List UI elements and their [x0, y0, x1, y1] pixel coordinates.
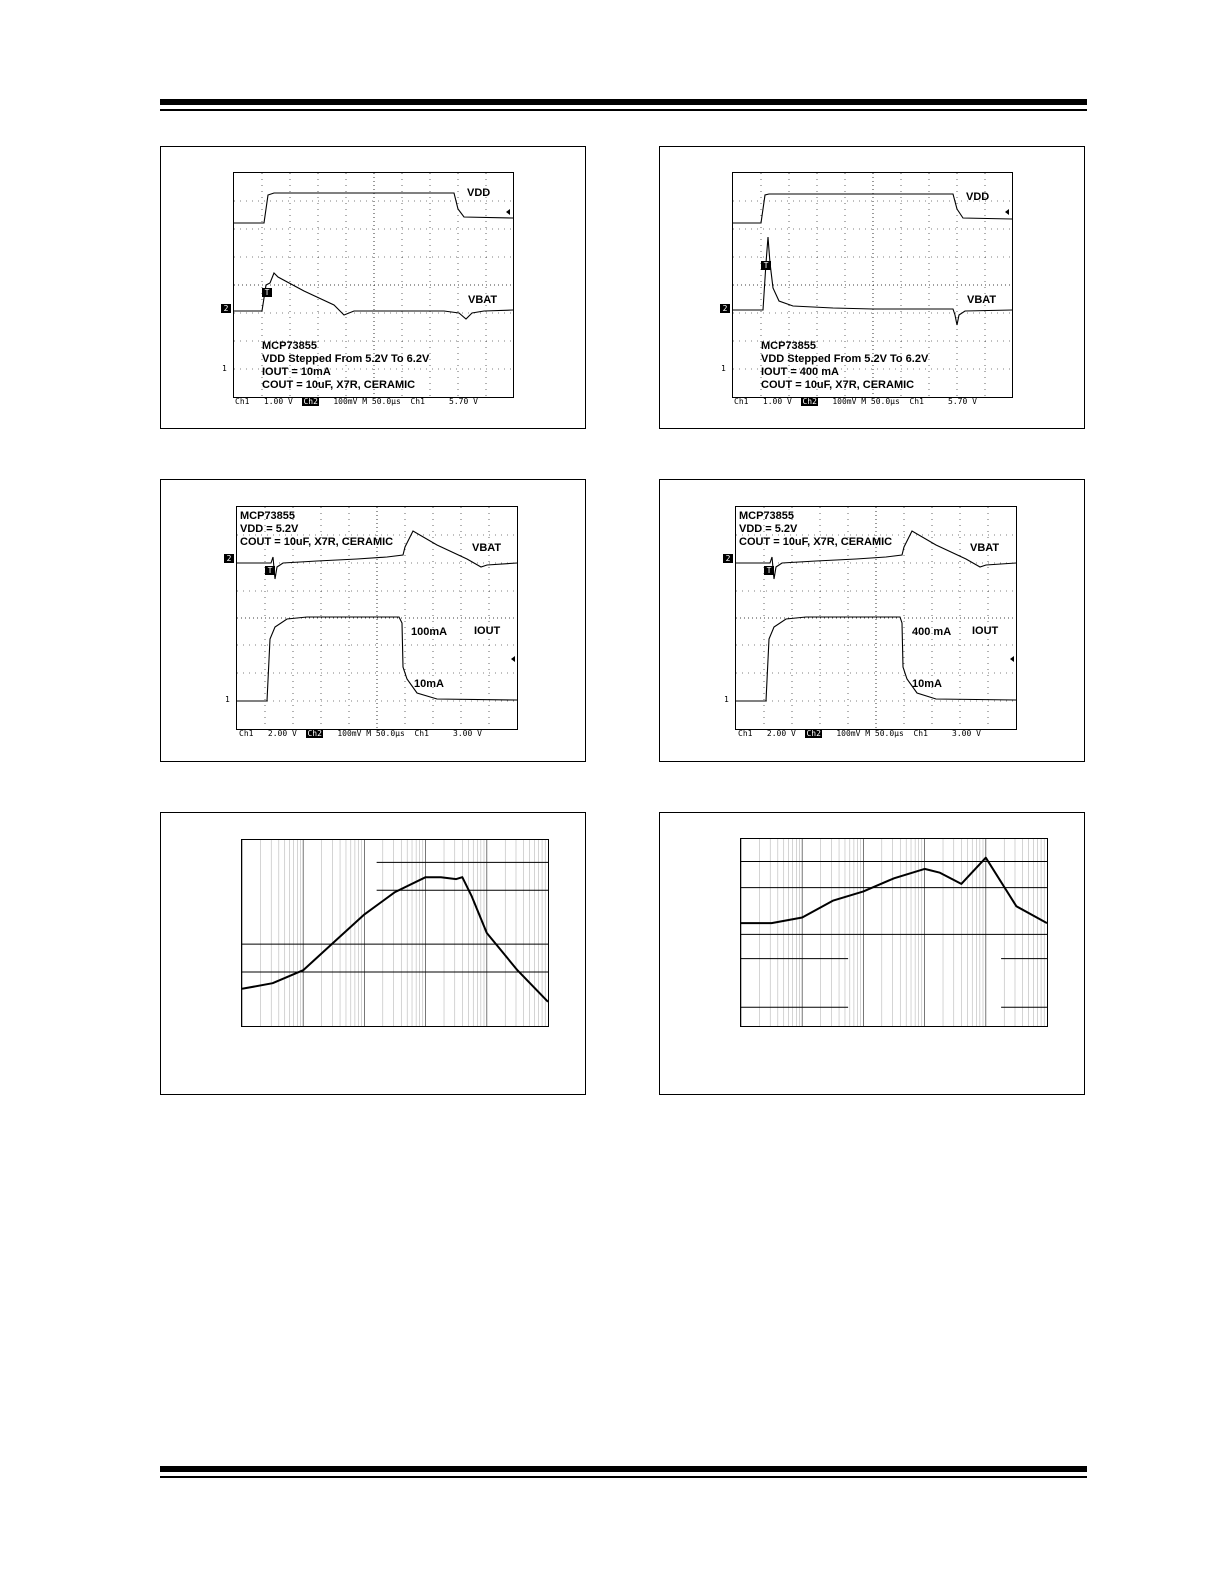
- ch1-marker: 1: [225, 695, 230, 704]
- figure-panel-4: [659, 479, 1085, 762]
- trigger-marker: T: [764, 566, 774, 575]
- footer-rule-thick: [160, 1466, 1087, 1472]
- log-plot-1-svg: [242, 840, 548, 1026]
- scope-screen-2: [732, 172, 1013, 398]
- test-conditions: MCP73855 VDD Stepped From 5.2V To 6.2V IOUT = 400 mA COUT = 10uF, X7R, CERAMIC: [761, 340, 929, 391]
- vdd-label: VDD: [966, 191, 990, 203]
- vbat-label: VBAT: [472, 542, 502, 554]
- figure-panel-2: [659, 146, 1085, 429]
- vdd-label: VDD: [467, 187, 491, 199]
- iout-label: IOUT: [474, 625, 501, 637]
- iout-low-label: 10mA: [912, 678, 942, 690]
- scope-status-line: Ch1 2.00 V Ch2 100mV M 50.0µs Ch1 3.00 V: [239, 729, 482, 738]
- trigger-marker: T: [265, 566, 275, 575]
- scope-screen-1: [233, 172, 514, 398]
- figure-panel-5: [160, 812, 586, 1095]
- log-plot-1: [241, 839, 549, 1027]
- scope-screen-4: [735, 506, 1017, 730]
- scope-status-line: Ch1 1.00 V Ch2 100mV M 50.0µs Ch1 5.70 V: [734, 397, 977, 406]
- scope-screen-3: [236, 506, 518, 730]
- iout-high-label: 400 mA: [912, 626, 952, 638]
- trigger-marker: T: [262, 288, 272, 297]
- vbat-trace-2: [733, 237, 1012, 325]
- response-curve: [242, 877, 548, 1002]
- ch2-marker: 2: [224, 554, 234, 563]
- log-plot-2: [740, 838, 1048, 1027]
- vbat-label: VBAT: [970, 542, 1000, 554]
- figure-panel-6: [659, 812, 1085, 1095]
- iout-high-label: 100mA: [411, 626, 448, 638]
- ch1-marker: 1: [721, 364, 726, 373]
- trigger-marker: T: [761, 261, 771, 270]
- iout-low-label: 10mA: [414, 678, 444, 690]
- ch2-marker: 2: [221, 304, 231, 313]
- ch2-marker: 2: [723, 554, 733, 563]
- ch1-marker: 1: [724, 695, 729, 704]
- figure-panel-3: [160, 479, 586, 762]
- log-plot-2-svg: [741, 839, 1047, 1026]
- test-conditions: MCP73855 VDD = 5.2V COUT = 10uF, X7R, CERAMIC: [739, 510, 893, 548]
- test-conditions: MCP73855 VDD Stepped From 5.2V To 6.2V IOUT = 10mA COUT = 10uF, X7R, CERAMIC: [262, 340, 430, 391]
- ch1-marker: 1: [222, 364, 227, 373]
- header-rule-thin: [160, 109, 1087, 111]
- iout-label: IOUT: [972, 625, 999, 637]
- test-conditions: MCP73855 VDD = 5.2V COUT = 10uF, X7R, CERAMIC: [240, 510, 394, 548]
- response-curve: [741, 858, 1047, 923]
- header-rule-thick: [160, 99, 1087, 105]
- vbat-label: VBAT: [967, 294, 997, 306]
- scope-status-line: Ch1 2.00 V Ch2 100mV M 50.0µs Ch1 3.00 V: [738, 729, 981, 738]
- vbat-label: VBAT: [468, 294, 498, 306]
- figure-panel-1: [160, 146, 586, 429]
- ch2-marker: 2: [720, 304, 730, 313]
- scope-status-line: Ch1 1.00 V Ch2 100mV M 50.0µs Ch1 5.70 V: [235, 397, 478, 406]
- footer-rule-thin: [160, 1476, 1087, 1478]
